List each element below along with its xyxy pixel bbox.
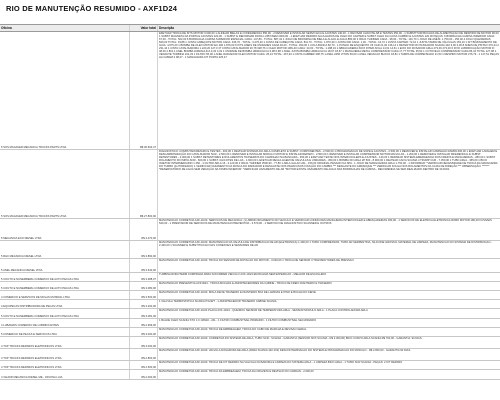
header-valor-total: Valor total bbox=[130, 25, 158, 31]
table-row bbox=[0, 361, 500, 370]
table-row bbox=[0, 273, 500, 282]
oficina-cell: 5 COMERCIO DE PECAS E SERVICOS LTDA bbox=[0, 328, 130, 336]
valor-cell: R$ 27.800,00 bbox=[130, 150, 158, 218]
table-row bbox=[0, 337, 500, 349]
oficina-cell: 4 TOP TRUCKS REPAROS ELETRONICOS LTDA bbox=[0, 337, 130, 348]
table-row bbox=[0, 259, 500, 273]
descricao-cell: MANUTENCAO CORRETIVA AXF-1D24 PLACA AXF-1D24 - QUEIMOU SENSOR DE TEMPERATURA ARLA - SENSOR MODULO ARLA - 1 PLACA CONTROLADORA ARLA bbox=[159, 309, 368, 312]
descricao-cell: 1 VALVULA TERMOSTATICA SCANIA P/G/R/T - 1 AMORTECEDOR TRASEIRO CABINE SCANIA bbox=[159, 300, 277, 303]
descricao-cell: MANUTENCAO CORRETIVA AXF-1D24: TROCA DA EMBREAGEM, TROCA DA CRUZETA E REVISAO DO CARDAN - 2.000,00 bbox=[159, 370, 314, 373]
valor-cell: R$ 2.800,00 bbox=[130, 349, 158, 360]
oficina-cell: 5 SOS MAGAVER MECANICA TRUCKS PARTS LTDA bbox=[0, 32, 130, 149]
descricao-cell: MANUTENCAO CORRETIVA AXF-1D24: MOLA FEIXE TRASEIRO E DIANTEIRO 8/10 DE LAMINAS E PINO E BUCHA DO FEIXE bbox=[159, 291, 316, 294]
descricao-cell: MANUTENCAO CORRETIVA AXF-1D24: TROCA DE KIT REPARO NA VALVULA DOSADORA E LIMPEZA DO SISTEMA ARLA - 1 LIMPEZA BICO ARLA - 1 TUBO SCR SCANIA - PEÇAS: 2 KIT REPARO bbox=[159, 361, 403, 364]
descricao-cell: 1 BALDE OLEO SCANIA STO 1:0 10W40 - 20L - 1 FILTRO COMBUSTIVEL PRIMARIO - 1 FILTRO COMBUSTIVEL SECUNDARIO bbox=[159, 319, 317, 322]
table-row bbox=[0, 300, 500, 309]
descricao-cell: EFETUAR TROCA DE KITS MOTOR 3.600,00 1 ALINHAR BIELAS E CONFERENCIA 650,00 - 2 REMOVER E INSTALAR SERVO ECA E AJUSTES 140,00 - 1 REVISAR CHICOTE AB E TESTES 350,00 - 1 SUBSTITUIR BUCHAS DE ALIMENTAÇÃO DE RESPIRO DE MOTOR 90,00 1 SUBST MAGNETA DA PORTA E AJUSTES 220,00 - 1 SUBST E REFORMAR RODA LUPIX/SEM 2000,00 - 1 EFETUAR REPARO AGULHADOS DE OLEO DO CARTER E SUBST OLEO DA CAIXA CAMBIO E AJUSTES 120,00 PEÇAS: 6 BORRACHA CAMISA INFERIOR CADA: 67,00 - TOTAL: 502,00 6 BORRACHA CAMISA SUPERIOR ESPECIAL CADA: 147,89 - TOTAL: 887,34 1 JOGO DE BRONZINA DE BIELA E ALGOL E AGUA 880,00 3 00121 THINNER CADA - 38,90 - TOTAL: 116,70 1 JOGO DE ANÉIS: 1.750,00 - 156,00 4 JOGO QUEIXEIRAS 840,00 TOTAL: 33,88 1 JUNTA CABEÇOTE MOTOR CADA: 436,70 - TOTAL: 3.276,40 1 JUNTA DE CABEÇOTE CADA: 811,70 - TOTAL: 1.870,30 1 JUNTA 600 CADA: 1,30 - TOTAL: 16,72 1 JUNTA CARTER: 72,10 1 JUNTA TAMPA DE VÁLVULAS 153,10 1 KIT BOZINAMENTO DE GUIA: 4.975,20 1 BOMBA DE OLEO MOTOR EC 400 1.879,00 6 KITS ANEIS DE UNIDADES CADA 46,00 - TOTAL: 390,00 1 COLA BANCA 82,70 - 1 PUNHO DE ESQUENTO V6 CAR 21,00 136,14 1 RETENTOR DO PASSADOR SCANIA 440 3,00 3,00 8 ANEIS DE PISTAO 370,24 2 231,44 1 CINTA CATALISADORA 1.220,20 127,3 47 CINTA CATALISADOR 26,78 328,76 1 OLEO MOTOR 19W-40 CADA: 33,00 - TOTAL: 1.188,34 1 ABRACADEIRA INOX INTER AVILA 14,61 14,61 1 EIXO DO DOSADOR ARLA 273,00 273,00 6 FIXO LUBRIFICAÇÃO MOTOR FI 48,00 2 801,1 ANEL BOMBA HIDRAULICA 3,32 3,32 1 UNIDADE DE BOMBA HIDRAULICA 6,98 6,98 1 ANEL JUNTA BOMBA HIDRAULICA 18,67 18,67 1 MANGUEIRA METAL COMPRESSOR CADA 17,77 TOTAL 35,54 1 COTOVELO COMPRESSOR CADA 86,44 TOTAL 127,98 1 VEDANTE TURBINA 162,33 1 FILTRO 65,00 1 ANEL RADIADOR OLEO MOTOR CADA: 25,44 TOTAL: 467,94 1 CINTA CAMBER 308,75 1 ANEL 2250 VITON 69,00 1 ANEL VEDACAO BLOCO 18,81 1 TAMPA DE COMPENSADO 21,53 1 RESPIRO MOTOR 276,79 - 1 147,51 PEÇAS HA CABAM 2 08,27 - 1 MANGUEIRA KIT PORTA 225,47 bbox=[159, 32, 499, 60]
descricao-cell: DIAGNOSTICO: COMPUTADORIZADO E TESTES - 300,00 1 REVISAR SISTEMA DO ARLA COMPLETO E SUBST. COMPONENTES - 2.500,00 1 PROGRAMACAO DE SOPE E AJUSTES - 2.500,00 1 REMOVER E INSTALAR CAMINHAO RAMPA 600,00 1 EFETUAR LAVAGEM E DESCARBONIZAÇÃO DO CATALISADOR SCR - 2.500,00 1 REMOVER E INSTALAR MODULO MOTOR E INSTALAR REPARO - 2.500,00 1 REMOVER E INSTALAR COMPRESSOR MOTOR/VALVULAS - 1.200,00 1 REMOVER E INSTALAR DIFERENCIAL E SUBST. RETENTORES - 2.000,00 1 SUBST RETENTORES E ROLAMENTOS TRASEIROS DO CAMINHAO NA BANCADA - 450,00 1 EFETUAR TESTE NOS INTERCOOLERS E AJUSTES - 140,00 1 REPARAR SISTEMA EMERGENCIA DOS FREIOS E MANGUEIRAS - 280,00 1 SUBST ROLAMENTO DO IMPULSOR - 600,00 1 SUBST. CHICOTES DE LAS - 1.600,00 1 EFETUAR REGULAGEM DE VALVULAS E UNIDADES - 450,00 1 BOMBA DO ARLA 2P 500 - 8.900,00 1 REVISAR CAIXA SCANIA 4 TRUMP CUR - 7.350,00 1 TUBO ARLA - 365,00 1 BICO INJETOR INTERMEDIARIO 1.450 - 1 FILTRO ARLA 16 - 2.120,00 2 00121 THINNER 3500,90 - 77,80 1 ARLA GALAO 20L - 159,00 ORIGINAL PESADO DA SPA - 1 JOGO DE MANGUEIRAS ARLA 1.750,00 - 1 INFORMAR: *VERIFICAR NECESSIDADE DE TROCA DA MANGUEIRA DO TURBO (AUTORIZADO) 1 VERIFICAR VAZAMENTO DA ROSCA DO RADIADOR E DESGASTE NOS PARAFUSOS FIXAÇÃO DO CAMBIO *** DESGASTE DO ARRANQUE *** VERIFICAR FOLGA NOS ROLAMENTOS DA CAIXA DE DIREÇÃO *** OBSERVAÇÃO: ******* *RESERVATÓRIO DE AGUA SEM VEDAÇÃO NA TAMPA INFERIOR: *VERIFICAR VAZAMENTO DE AR *MOTOR EXISTE VAZAMENTO DE AGUA NAS BORRACHAS DE CAMISA - RECOMENDA-SE SER REALIZADO DENTRO DE 30 DIAS bbox=[159, 150, 498, 172]
oficina-cell: 5 COUTO E NUNEMBERG COMERCIO DE AUTO PECAS LTDA bbox=[0, 309, 130, 318]
oficina-cell: 5 ANEL MECANICA DIESEL LTDA bbox=[0, 259, 130, 272]
oficina-cell: 4 LUBAMAIS COMERCIO DE LUBRIFICANTES bbox=[0, 319, 130, 327]
table-row bbox=[0, 282, 500, 291]
oficina-cell: 5 SOS MAGAVER MECANICA TRUCKS PARTS LTDA bbox=[0, 150, 130, 218]
valor-cell: R$ 36.602,47 bbox=[130, 32, 158, 149]
table-header bbox=[0, 25, 500, 32]
descricao-cell: MANUTENCAO CORRETIVA AXF-1D24: TROCA DO SENSOR DE ROTACAO DO MOTOR - 3.640,00 1 TROCA DE SENSOR 3 TRANSDUTORES DE PRESSAO bbox=[159, 259, 354, 262]
table-row bbox=[0, 150, 500, 219]
valor-cell: R$ 2.500,00 bbox=[130, 361, 158, 369]
oficina-cell: 4 VALDIR MECANICA DIESEL ME - OFICINA LUIA bbox=[0, 370, 130, 379]
descricao-cell: MANUTENCAO CORRETIVA AXF-1D24: VALVULA DOSADORA DE ARLA (PARA SCANIA 440 4X2) DESCONTAMINACAO DO SISTEMA E PROGRAMACAO DO MODULO - R$ 2.800,00 - GARANTIA 90 DIAS bbox=[159, 349, 411, 352]
oficina-cell: 4 COMERCIO E SERVICOS DE MOLAS MUNDIAL LTDA bbox=[0, 291, 130, 299]
descricao-cell: MANUTENCAO CORRETIVA AXF-1D24: CORRETIVA DO SISTEMA DE ARLA, TUBO SCR - SCANIA - GARANTIA (SENSOR NOX SCANIA - R$ 2.300,00) BICO CURVO ARLA SCANIA R$ 700,00 - GARANTIA: 90 DIAS bbox=[159, 337, 422, 340]
table-row bbox=[0, 370, 500, 380]
oficina-cell: 5 MECANICA ECO DIESEL LTDA bbox=[0, 219, 130, 240]
valor-cell: R$ 3.000,00 bbox=[130, 337, 158, 348]
maintenance-table bbox=[0, 24, 500, 380]
valor-cell: R$ 3.388,37 bbox=[130, 273, 158, 281]
oficina-cell: 5 COUTO E NUNEMBERG COMERCIO DE AUTO PECAS LTDA bbox=[0, 273, 130, 281]
descricao-cell: TURBINA RODOTERM COMPRADA PARA SOCORRER VEICULO AXF-1D24 EM RIALMA SEM EXPEDICAO - MELHOR DE ESCOLHIDO bbox=[159, 273, 327, 276]
table-row bbox=[0, 349, 500, 361]
descricao-cell: MANUTENCAO CORRETIVA AXF-1D24: SERVICOS DE MECANICA: (1) ABRIR ORCAMENTO DO VEICULO E VERIFICAR CONDICOES MANGUEIRA INTERCOOLER E ABRAÇADEIRAS 180,00 - 1 SERVICOS DE ELETRICA ELETRONICA ROBO MOTOR 180,00 FUSIVEIS 540,00 - 1 PRESTADOR DE SERVICOS DE MANUTENCAO PREVENTIVA - 3.570,00 - 1 SERVICO DE DIAGNOSTICO SCANNER E OUTROS bbox=[159, 219, 492, 226]
header-descricao: Descrição bbox=[159, 26, 175, 30]
oficina-cell: 4 TOP TRUCKS REPAROS ELETRONICOS LTDA bbox=[0, 361, 130, 369]
table-row bbox=[0, 328, 500, 337]
valor-cell: R$ 3.081,00 bbox=[130, 309, 158, 318]
valor-cell: R$ 2.000,00 bbox=[130, 370, 158, 379]
document-title: RIO DE MANUTENÇÃO RESUMIDO - AXF1D24 bbox=[6, 4, 178, 13]
table-row bbox=[0, 291, 500, 300]
valor-cell: R$ 3.890,00 bbox=[130, 241, 158, 258]
descricao-cell: MANUTENCAO CORRETIVA AXF-1D24: MANUTENCAO DA VALVULA DE DISTRIBUICAO DE AR (ELETRONICA) 1.490,00 1 TUBO COMPRESSOR, TUBO AR SERPENTINA, SILICONE GROSSO, MATERIAL DE LIMPEZA, MANUTENCAO DO SISTEMA DE DISTRIBUICAO - 2.400,00 1 SCANNER E SUBSTITUICAO DAS CONEXOES E SENSORES DE AR bbox=[159, 241, 493, 248]
table-row bbox=[0, 309, 500, 319]
descricao-cell: MANUTENCAO PREVENTIVA AXF1D24 - TROCA BUCHAS E AMORTECEDORES DA CABINE - TROCA DE FREIO DIANTEIRO E TRASEIRO bbox=[159, 282, 332, 285]
descricao-cell: MANUTENCAO CORRETIVA AXF-1D24: TROCA DE EMBREAGEM, TROCA DO CABO DE MARCHA E REVISAO GERAL bbox=[159, 328, 307, 331]
valor-cell: R$ 3.500,00 bbox=[130, 291, 158, 299]
oficina-cell: 4 EQUIPECAS DISTRIBUIDORA DE PECAS LTDA bbox=[0, 300, 130, 308]
valor-cell: R$ 3.000,00 bbox=[130, 328, 158, 336]
table-row bbox=[0, 241, 500, 259]
valor-cell: R$ 3.200,00 bbox=[130, 300, 158, 308]
oficina-cell: 5 R&C MECANICA DIESEL LTDA bbox=[0, 241, 130, 258]
table-row bbox=[0, 319, 500, 328]
valor-cell: R$ 4.470,00 bbox=[130, 219, 158, 240]
oficina-cell: 5 COUTO E NUNEMBERG COMERCIO DE AUTO PECAS LTDA bbox=[0, 282, 130, 290]
valor-cell: R$ 3.080,00 bbox=[130, 282, 158, 290]
table-row bbox=[0, 219, 500, 241]
valor-cell: R$ 2.969,00 bbox=[130, 319, 158, 327]
valor-cell: R$ 3.640,00 bbox=[130, 259, 158, 272]
table-row bbox=[0, 32, 500, 150]
oficina-cell: 4 TOP TRUCKS REPAROS ELETRONICOS LTDA bbox=[0, 349, 130, 360]
header-oficina: Oficina bbox=[0, 25, 130, 31]
